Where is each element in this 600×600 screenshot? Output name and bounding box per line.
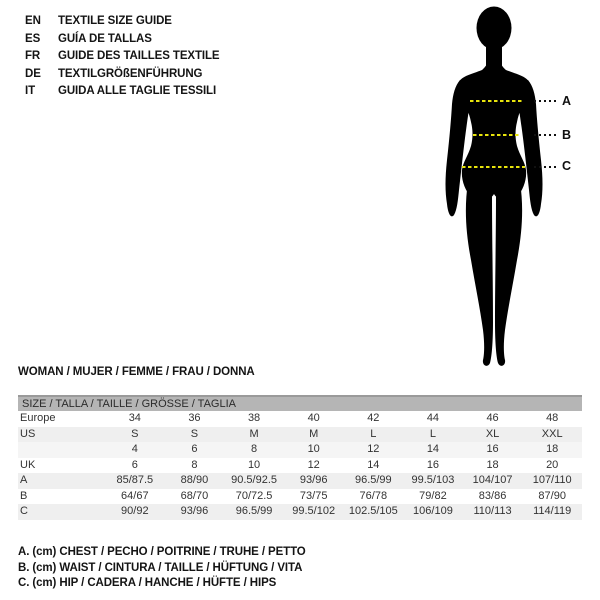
table-cell: 14 [367,458,380,471]
table-cell: 114/119 [533,505,572,517]
table-cell: XXL [541,427,563,440]
table-cell: 85/87.5 [116,474,154,486]
lang-row-es [25,31,220,49]
silhouette-left-leg [466,182,493,366]
lang-row-fr [25,48,220,66]
table-cell: 14 [426,443,440,455]
table-cell: 96.5/99 [235,505,273,517]
measure-label-a: A [562,94,572,108]
table-cell: 40 [307,412,320,424]
table-cell: L [429,427,436,440]
silhouette-left-arm [446,80,471,216]
table-cell: 64/67 [121,489,149,502]
legend-chest: A. (cm) CHEST / PECHO / POITRINE / TRUHE / PETTO [18,546,306,558]
lang-label: GUIDA ALLE TAGLIE TESSILI [58,85,217,97]
lang-row-en [25,13,220,31]
measurement-legend [18,545,306,592]
table-cell: 12 [307,458,320,471]
table-cell: S [131,427,139,440]
size-table [18,395,582,520]
table-row-us [18,427,582,443]
table-cell: 87/90 [538,489,566,502]
table-cell: 70/72.5 [235,489,273,502]
silhouette-torso [458,60,531,201]
lang-code: IT [25,85,36,97]
table-row-europe [18,411,582,427]
row-label: A [20,474,28,486]
table-cell: 76/78 [359,489,388,502]
row-label: Europe [20,412,56,424]
table-cell: 18 [486,458,499,471]
row-label: C [20,505,28,517]
table-cell: 93/96 [180,505,209,517]
row-label: B [20,489,28,502]
row-label: UK [20,458,36,471]
silhouette-right-leg [495,182,522,366]
table-row-hip-c [18,504,582,520]
table-cell: 8 [191,458,198,471]
table-row-waist-b [18,489,582,505]
table-cell: 10 [247,458,261,471]
table-cell: 90.5/92.5 [231,474,277,486]
lang-code: EN [25,15,41,27]
table-cell: 44 [426,412,440,424]
table-row-chest-a [18,473,582,489]
table-row-uk [18,458,582,474]
table-cell: 99.5/102 [292,505,336,517]
silhouette-svg [432,4,578,370]
table-cell: M [309,427,319,440]
table-cell: 104/107 [472,474,513,486]
table-row-us-numeric [18,442,582,458]
lang-row-de [25,66,220,84]
table-cell: 73/75 [299,489,328,502]
lang-label: GUIDE DES TAILLES TEXTILE [58,50,220,62]
table-cell: 4 [131,443,138,455]
size-table-header: SIZE / TALLA / TAILLE / GRÖSSE / TAGLIA [18,395,582,411]
table-cell: S [190,427,199,440]
lang-label: GUÍA DE TALLAS [58,32,152,45]
table-cell: 20 [546,458,559,471]
row-label [18,442,105,458]
measure-label-c: C [562,159,572,173]
table-cell: 106/109 [413,505,453,517]
table-cell: 42 [367,412,380,424]
lang-label: TEXTILGRÖßENFÜHRUNG [58,67,203,80]
table-cell: 16 [426,458,440,471]
table-cell: 79/82 [419,489,447,502]
table-cell: 38 [247,412,261,424]
legend-waist: B. (cm) WAIST / CINTURA / TAILLE / HÜFTUNG / VITA [18,561,303,574]
table-cell: M [249,427,259,440]
language-guide-list [25,13,220,101]
lang-code: DE [25,67,41,80]
table-cell: XL [485,427,500,440]
table-cell: 107/110 [532,474,572,486]
row-label: US [20,427,36,440]
table-cell: 8 [251,443,258,455]
table-cell: 99.5/103 [411,474,455,486]
table-cell: 18 [546,443,559,455]
section-title-woman: WOMAN / MUJER / FEMME / FRAU / DONNA [18,366,255,378]
table-cell: 88/90 [180,474,209,486]
table-cell: 16 [486,443,499,455]
lang-label: TEXTILE SIZE GUIDE [58,15,172,27]
silhouette-right-arm [518,80,543,216]
table-cell: 96.5/99 [354,474,392,486]
woman-silhouette-figure [432,4,578,370]
table-cell: 90/92 [121,505,149,517]
legend-hip: C. (cm) HIP / CADERA / HANCHE / HÜFTE / HIPS [18,577,277,589]
measure-label-b: B [562,128,572,142]
table-cell: 102.5/105 [348,505,398,517]
table-cell: 83/86 [478,489,507,502]
table-cell: 10 [307,443,320,455]
lang-code: ES [25,32,41,45]
table-cell: 68/70 [180,489,209,502]
table-cell: 36 [188,412,201,424]
table-cell: 34 [128,412,141,424]
table-cell: 12 [367,443,380,455]
table-cell: 46 [486,412,499,424]
table-cell: 48 [546,412,559,424]
table-cell: 93/96 [299,474,328,486]
table-cell: 6 [191,443,198,455]
lang-code: FR [25,50,41,62]
table-cell: 110/113 [473,505,512,517]
table-cell: L [370,427,377,440]
table-cell: 6 [131,458,138,471]
lang-row-it [25,83,220,101]
